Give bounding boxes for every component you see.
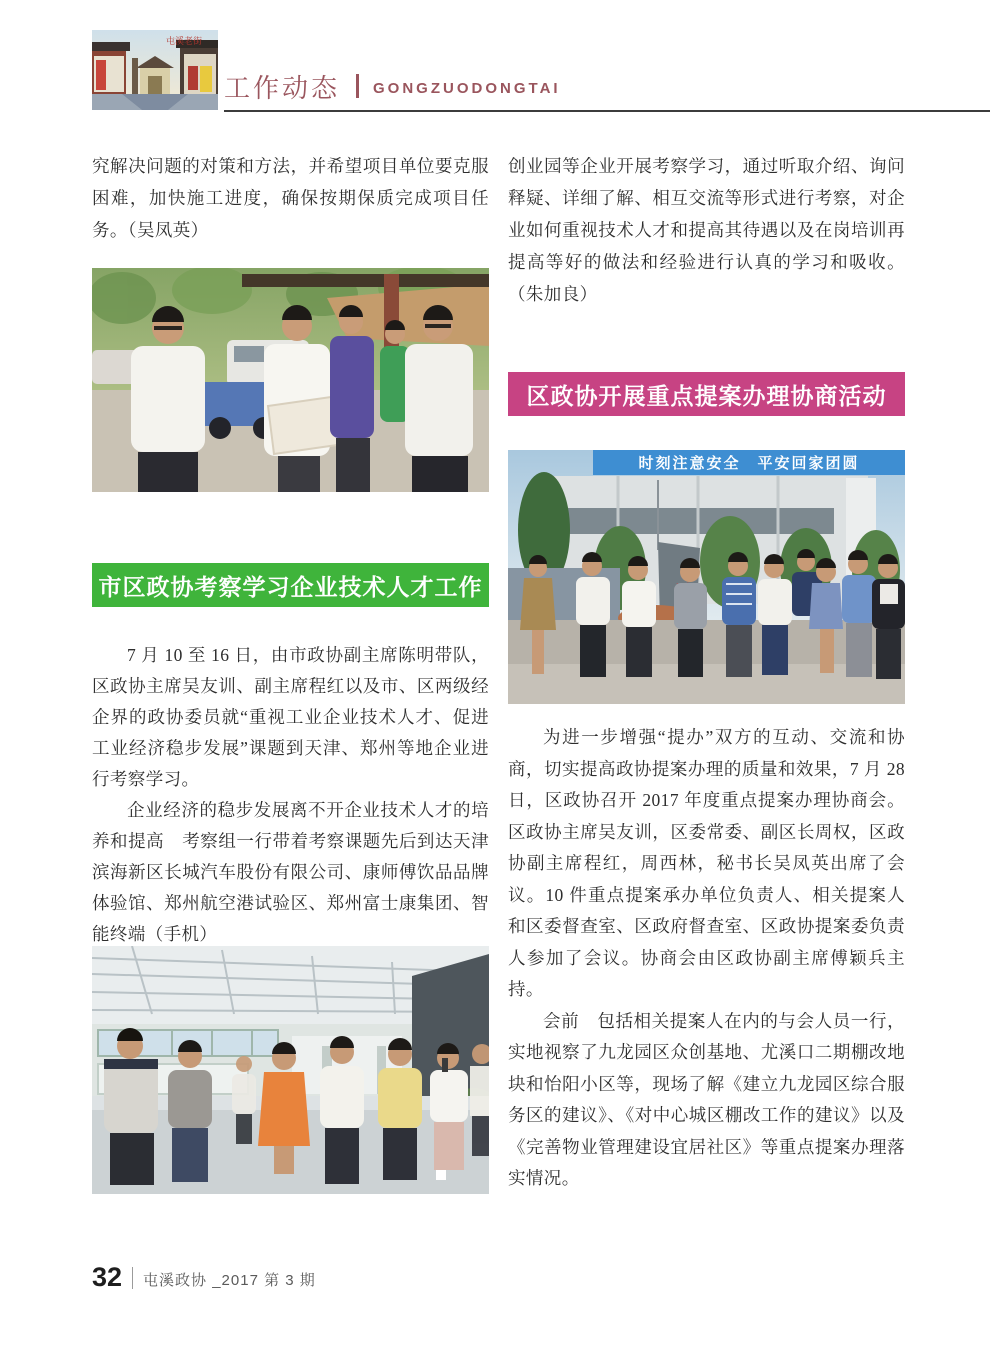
- photo-factory-hall-tour: [92, 946, 489, 1194]
- photo-factory-gate-group: [508, 450, 905, 704]
- roof-beam: [242, 274, 489, 287]
- title-divider-bar: [356, 74, 359, 98]
- article-paragraph: 会前 包括相关提案人在内的与会人员一行，实地视察了九龙园区众创基地、尤溪口二期棚改地块和怡阳小区等，现场了解《建立九龙园区综合服务区的建议》、《对中心城区棚改工作的建议》以及《完善物业管理建设宜居社区》等重点提案办理落实情况。: [508, 1010, 905, 1188]
- article-title: 市区政协考察学习企业技术人才工作: [98, 573, 483, 600]
- photo-construction-site-visit: [92, 268, 489, 492]
- old-street-logo-photo: [92, 30, 218, 110]
- page-footer: [92, 1262, 316, 1293]
- page-number: 32: [92, 1262, 123, 1292]
- article-paragraph: 为进一步增强“提办”双方的互动、交流和协商，切实提高政协提案办理的质量和效果，7 月 28 日，区政协召开 2017 年度重点提案办理协商会。区政协主席吴友训，区委常委、副区长周权，区政协副主席程红，周西林，秘书长吴凤英出席了会议。10 件重点提案承办单位负责人、相关提案人和区委督查室、区政府督查室、区政协提案委负责人参加了会议。协商会由区政协副主席傅颖兵主持。: [508, 727, 905, 999]
- header-divider-rule: [224, 110, 990, 112]
- left-column-continuation: [92, 150, 489, 246]
- section-header: [224, 68, 561, 104]
- footer-divider: [132, 1267, 133, 1289]
- article-paragraph: 7 月 10 至 16 日，由市政协副主席陈明带队，区政协主席吴友训、副主席程红以及市、区两级经企界的政协委员就“重视工业企业技术人才、促进工业经济稳步发展”课题到天津、郑州等地企业进行考察学习。: [92, 645, 489, 789]
- logo-calligraphy-text: 屯溪老街: [166, 36, 203, 46]
- article-continuation-text: 究解决问题的对策和方法，并希望项目单位要克服困难，加快施工进度，确保按期保质完成项目任务。（吴凤英）: [92, 156, 489, 240]
- article-continuation-text: 创业园等企业开展考察学习，通过听取介绍、询问释疑、详细了解、相互交流等形式进行考察，对企业如何重视技术人才和提高其待遇以及在岗培训再提高等好的做法和经验进行认真的学习和吸收。（朱加良）: [508, 156, 905, 304]
- right-column-continuation: [508, 150, 905, 310]
- section-subtitle: GONGZUODONGTAI: [373, 79, 561, 97]
- left-article-body: [92, 640, 489, 950]
- safety-banner-text: 时刻注意安全 平安回家团圆: [638, 455, 860, 472]
- right-article-body: [508, 722, 905, 1195]
- journal-issue-label: 屯溪政协 _2017 第 3 期: [143, 1271, 316, 1289]
- article-paragraph: 企业经济的稳步发展离不开企业技术人才的培养和提高 考察组一行带着考察课题先后到达天津滨海新区长城汽车股份有限公司、康师傅饮品品牌体验馆、郑州航空港试验区、郑州富士康集团、智能终端（手机）: [92, 800, 489, 944]
- article-title-banner-green: [92, 563, 489, 607]
- article-title-banner-pink: [508, 372, 905, 416]
- article-title: 区政协开展重点提案办理协商活动: [526, 382, 887, 409]
- section-title: 工作动态: [224, 73, 341, 103]
